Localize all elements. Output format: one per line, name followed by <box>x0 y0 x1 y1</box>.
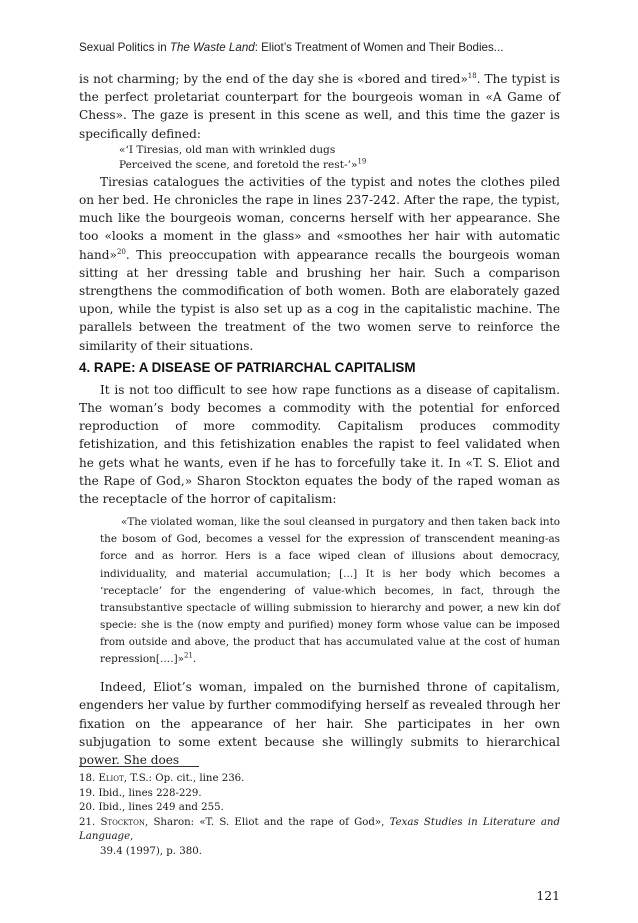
footnote-21-continued: 39.4 (1997), p. 380. <box>100 845 202 857</box>
running-head-title: The Waste Land <box>169 41 255 54</box>
paragraph-text: is not charming; by the end of the day she is «bored and tired» <box>79 72 468 86</box>
quote-end: . <box>192 653 197 666</box>
footnote-ref-19[interactable]: 19 <box>357 157 367 166</box>
running-head <box>79 41 560 54</box>
block-quote-text <box>100 514 560 668</box>
footnote-author: Eliot <box>98 773 124 784</box>
verse-line-2 <box>119 158 560 173</box>
footnote-number: 19. <box>79 787 99 799</box>
paragraph-4: Indeed, Eliot’s woman, impaled on the burnished throne of capitalism, engenders her value by further commodifying herself as revealed through her fixation on the appearance of her hair. She participates in her own subjugation to some extent because she willingly submits to hierarchical power. She does <box>79 680 560 767</box>
footnote-text: , Sharon: «T. S. Eliot and the rape of God», <box>144 816 390 828</box>
footnote-number: 21. <box>79 816 101 828</box>
footnote-number: 20. <box>79 802 99 814</box>
footnote-text: , <box>130 831 134 843</box>
verse-line-text: Perceived the scene, and foretold the rest-’» <box>119 158 358 171</box>
paragraph-3: It is not too difficult to see how rape functions as a disease of capitalism. The woman’s body becomes a commodity with the potential for enforced reproduction of more commodity. Capitalism produces commodity fetishization, and this fetishization enables the rapist to feel validated when he gets what he wants, even if he has to forcefully take it. In «T. S. Eliot and the Rape of God,» Sharon Stockton equates the body of the raped woman as the receptacle of the horror of capitalism: <box>79 382 560 507</box>
section-heading: 4. RAPE: A DISEASE OF PATRIARCHAL CAPITALISM <box>79 359 416 375</box>
running-head-subtitle: : Eliot’s Treatment of Women and Their Bodies... <box>254 41 504 54</box>
footnote-ref-21[interactable]: 21 <box>183 651 193 660</box>
footnote-18 <box>79 772 560 787</box>
body-text <box>79 70 560 769</box>
footnote-19 <box>79 787 560 802</box>
footnote-journal: Texas Studies in Literature and Language <box>79 816 560 843</box>
verse-line-1: «‘I Tiresias, old man with wrinkled dugs <box>119 143 336 156</box>
footnote-21 <box>79 816 560 845</box>
paragraph-1 <box>79 70 560 143</box>
footnote-divider <box>79 766 199 767</box>
footnote-ref-20[interactable]: 20 <box>116 247 126 256</box>
footnote-text: , T.S.: Op. cit., line 236. <box>123 773 245 784</box>
paragraph-text: . The typist is the perfect proletariat counterpart for the bourgeois woman in «A Game of Chess». The gaze is present in this scene as well, and this time the gazer is specifically defined: <box>79 72 560 141</box>
footnotes <box>79 772 560 860</box>
verse-quote <box>119 143 560 173</box>
footnote-text: Ibid., lines 249 and 255. <box>98 802 224 814</box>
page-number: 121 <box>536 888 560 903</box>
paragraph-2 <box>79 173 560 355</box>
running-head-text: Sexual Politics in <box>79 41 170 54</box>
paragraph-text: . This preoccupation with appearance recalls the bourgeois woman sitting at her dressing table and brushing her hair. Such a comparison strengthens the commodification of both women. Both are elaborately gazed upon, while the typist is also set up as a cog in the capitalistic machine. The parallels between the treatment of the two women serve to reinforce the similarity of their situations. <box>79 247 560 353</box>
footnote-ref-18[interactable]: 18 <box>467 71 477 80</box>
footnote-number: 18. <box>79 773 99 784</box>
block-quote <box>100 514 560 668</box>
footnote-author: Stockton <box>100 816 145 828</box>
quote-text: «The violated woman, like the soul cleansed in purgatory and then taken back into the bosom of God, becomes a vessel for the expression of transcendent meaning-as force and as horror. Hers is a face wiped clean of illusions about democracy, individuality, and material accumulation; [...] It is her body which becomes a ‘receptacle’ for the engendering of value-which becomes, in fact, through the transubstantive spectacle of willing submission to hierarchy and power, a new kin dof specie: she is the (now empty and purified) money form whose value can be imposed from outside and above, the product that has accumulated value at the cost of human repression[….]» <box>100 516 560 666</box>
paragraph-text: Tiresias catalogues the activities of the typist and notes the clothes piled on her bed. He chronicles the rape in lines 237-242. After the rape, the typist, much like the bourgeois woman, concerns herself with her appearance. She too «looks a moment in the glass» and «smoothes her hair with automatic hand» <box>79 174 560 262</box>
footnote-text: Ibid., lines 228-229. <box>98 787 202 799</box>
footnote-20 <box>79 801 560 816</box>
